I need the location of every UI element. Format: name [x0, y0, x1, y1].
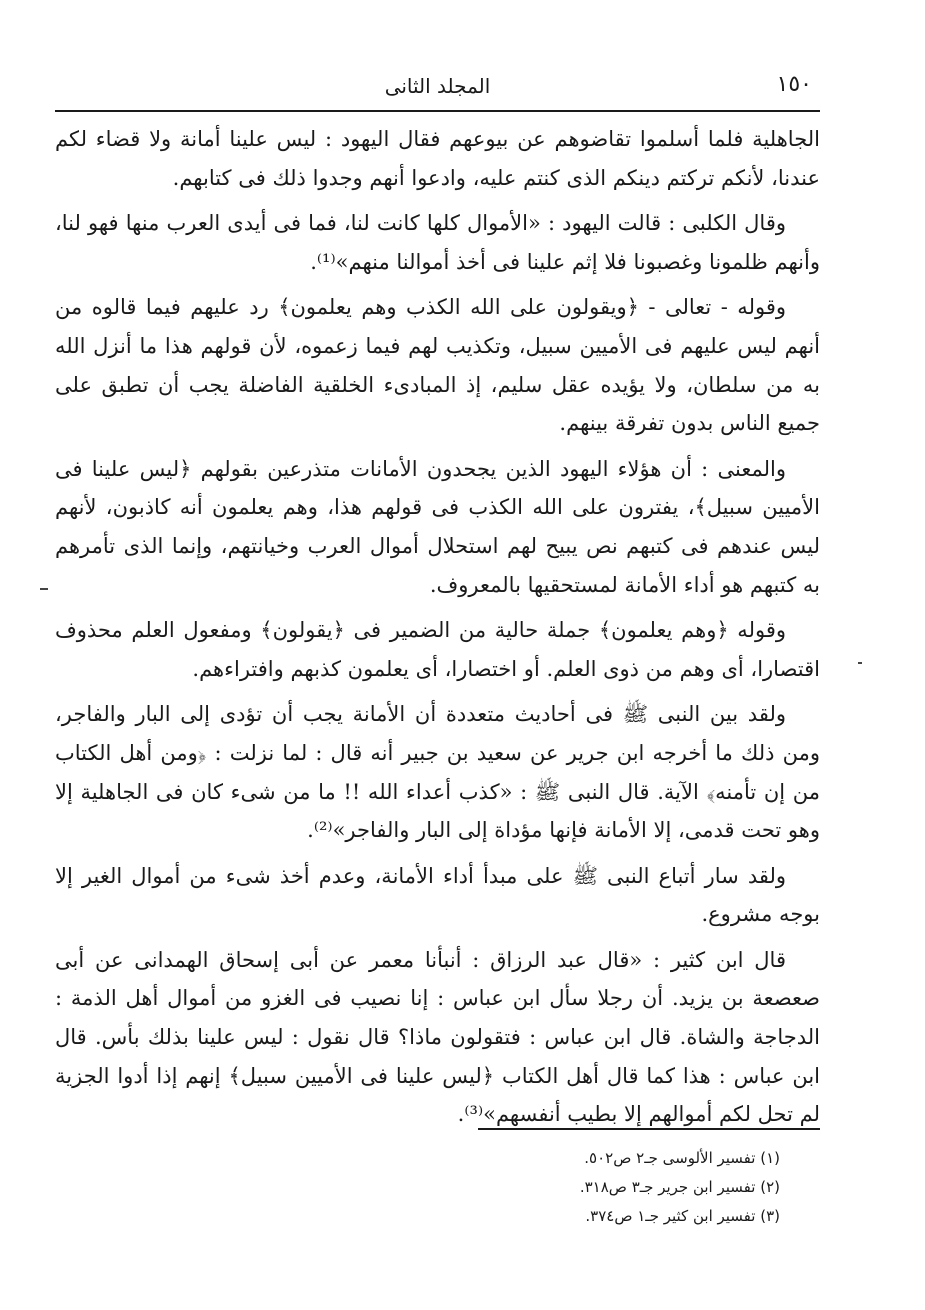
page-header	[55, 68, 820, 104]
footnote-divider	[478, 1128, 820, 1130]
main-text	[55, 120, 820, 1141]
footnote-item: (٢) تفسير ابن جرير جـ٣ ص٣١٨.	[579, 1178, 780, 1196]
paragraph: ولقد بين النبى ﷺ فى أحاديث متعددة أن الأمانة يجب أن تؤدى إلى البار والفاجر، ومن ذلك ما أخرجه ابن جرير عن سعيد بن جبير أنه قال : لما نزلت : ﴿ومن أهل الكتاب من إن تأمنه﴾ الآية. قال النبى ﷺ : «كذب أعداء الله !! ما من شىء كان فى الجاهلية إلا وهو تحت قدمى، إلا الأمانة فإنها مؤداة إلى البار والفاجر»⁽²⁾.	[55, 702, 820, 843]
footnote-item: (١) تفسير الألوسى جـ٢ ص٥٠٢.	[584, 1149, 780, 1167]
paragraph: وقوله - تعالى - ﴿ويقولون على الله الكذب وهم يعلمون﴾ رد عليهم فيما قالوه من أنهم ليس عليهم فى الأميين سبيل، وتكذيب لهم فيما زعموه، لأن قولهم هذا ما أنزل الله به من سلطان، ولا يؤيده عقل سليم، إذ المبادىء الخلقية الفاضلة يجب أن تطبق على جميع الناس بدون تفرقة بينهم.	[55, 295, 820, 436]
paragraph: الجاهلية فلما أسلموا تقاضوهم عن بيوعهم فقال اليهود : ليس علينا أمانة ولا قضاء لكم عندنا، لأنكم تركتم دينكم الذى كنتم عليه، وادعوا أنهم وجدوا ذلك فى كتابهم.	[55, 127, 820, 190]
margin-mark	[858, 662, 862, 664]
paragraph: وقوله ﴿وهم يعلمون﴾ جملة حالية من الضمير فى ﴿يقولون﴾ ومفعول العلم محذوف اقتصارا، أى وهم من ذوى العلم. أو اختصارا، أى يعلمون كذبهم وافتراءهم.	[55, 618, 820, 681]
volume-title: المجلد الثانى	[384, 74, 491, 98]
paragraph: وقال الكلبى : قالت اليهود : «الأموال كلها كانت لنا، فما فى أيدى العرب منها فهو لنا، وأنهم ظلمونا وغصبونا فلا إثم علينا فى أخذ أموالنا منهم»⁽¹⁾.	[55, 211, 820, 274]
paragraph: قال ابن كثير : «قال عبد الرزاق : أنبأنا معمر عن أبى إسحاق الهمدانى عن أبى صعصعة بن يزيد. أن رجلا سأل ابن عباس : إنا نصيب فى الغزو من أموال أهل الذمة : الدجاجة والشاة. قال ابن عباس : فتقولون ماذا؟ قال نقول : ليس علينا بذلك بأس. قال ابن عباس : هذا كما قال أهل الكتاب ﴿ليس علينا فى الأميين سبيل﴾ إنهم إذا أدوا الجزية لم تحل لكم أموالهم إلا بطيب أنفسهم»⁽³⁾.	[55, 947, 820, 1127]
margin-mark	[40, 588, 48, 590]
footnotes	[420, 1144, 780, 1231]
paragraph: ولقد سار أتباع النبى ﷺ على مبدأ أداء الأمانة، وعدم أخذ شىء من أموال الغير إلا بوجه مشروع.	[55, 863, 820, 927]
header-divider	[55, 110, 820, 112]
paragraph: والمعنى : أن هؤلاء اليهود الذين يجحدون الأمانات متذرعين بقولهم ﴿ليس علينا فى الأميين سبيل﴾، يفترون على الله الكذب فى قولهم هذا، وهم يعلمون أنه كاذبون، لأنهم ليس عندهم فى كتبهم نص يبيح لهم استحلال أموال العرب وخيانتهم، وإنما الذى تأمرهم به كتبهم هو أداء الأمانة لمستحقيها بالمعروف.	[55, 456, 820, 597]
footnote-item: (٣) تفسير ابن كثير جـ١ ص٣٧٤.	[585, 1207, 780, 1225]
page-number: ١٥٠	[776, 72, 812, 97]
